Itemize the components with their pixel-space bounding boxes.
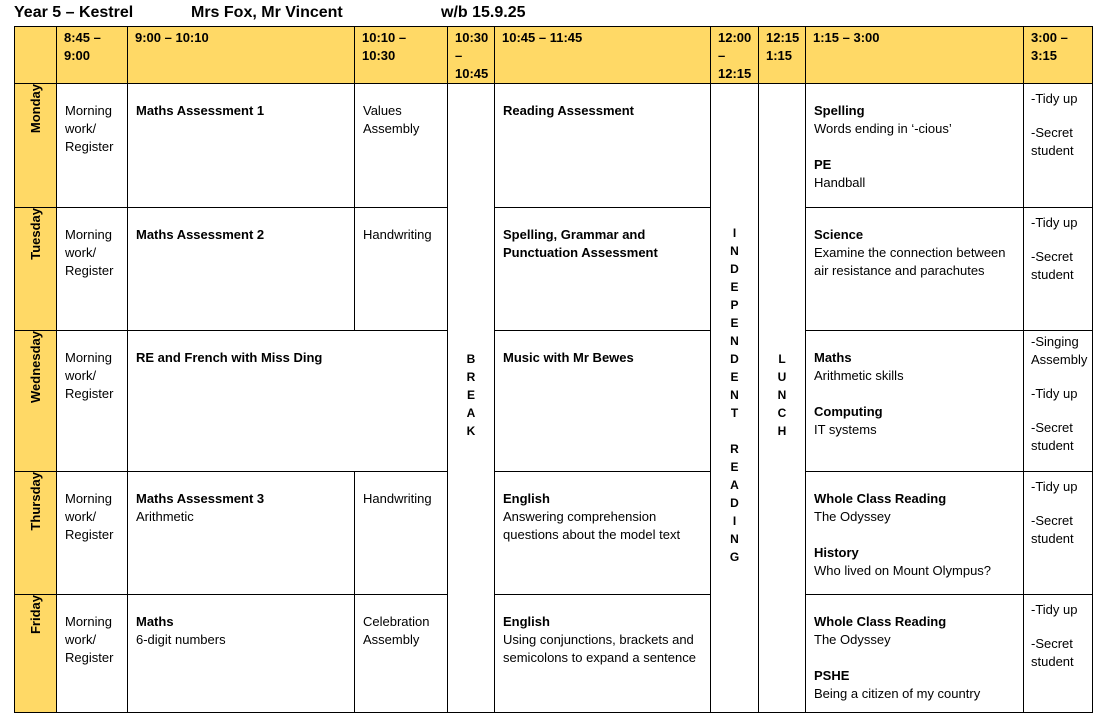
afternoon-cell: Spelling Words ending in ‘-cious’ PE Handball (806, 84, 1024, 208)
time-1: 9:00 – 10:10 (128, 27, 355, 84)
time-6: 12:15 1:15 (759, 27, 806, 84)
time-2: 10:10 – 10:30 (355, 27, 448, 84)
time-7: 1:15 – 3:00 (806, 27, 1024, 84)
lesson-cell: English Answering comprehension questions about the model text (495, 472, 711, 595)
end-of-day-cell: -Tidy up -Secret student (1024, 472, 1093, 595)
week-label: w/b 15.9.25 (441, 4, 526, 21)
lesson-cell: English Using conjunctions, brackets and semicolons to expand a sentence (495, 595, 711, 713)
day-label: Thursday (15, 472, 57, 595)
day-row-thursday (15, 472, 1093, 595)
end-of-day-cell: -Tidy up -Secret student (1024, 84, 1093, 208)
lesson-cell: Music with Mr Bewes (495, 331, 711, 472)
break-column (448, 84, 495, 713)
morning-cell: Morning work/ Register (57, 595, 128, 713)
teachers: Mrs Fox, Mr Vincent (191, 4, 343, 21)
day-row-tuesday (15, 208, 1093, 331)
lunch-column (759, 84, 806, 713)
time-8: 3:00 – 3:15 (1024, 27, 1093, 84)
lesson-cell: Maths 6-digit numbers (128, 595, 355, 713)
end-of-day-cell: -Tidy up -Secret student (1024, 595, 1093, 713)
break-label: B R E A K (466, 352, 476, 438)
morning-cell: Morning work/ Register (57, 208, 128, 331)
lesson-cell: Maths Assessment 2 (128, 208, 355, 331)
time-4: 10:45 – 11:45 (495, 27, 711, 84)
morning-cell: Morning work/ Register (57, 84, 128, 208)
afternoon-cell: Science Examine the connection between air resistance and parachutes (806, 208, 1024, 331)
lesson-cell: Maths Assessment 1 (128, 84, 355, 208)
time-0: 8:45 – 9:00 (57, 27, 128, 84)
lesson-cell: Spelling, Grammar and Punctuation Assessment (495, 208, 711, 331)
afternoon-cell: Whole Class Reading The Odyssey History Who lived on Mount Olympus? (806, 472, 1024, 595)
time-5: 12:00 – 12:15 (711, 27, 759, 84)
corner-cell (15, 27, 57, 84)
end-of-day-cell: -Singing Assembly -Tidy up -Secret student (1024, 331, 1093, 472)
timetable (14, 26, 1093, 713)
handwriting-cell: Handwriting (355, 472, 448, 595)
lesson-cell: RE and French with Miss Ding (128, 331, 448, 472)
lesson-cell: Maths Assessment 3 Arithmetic (128, 472, 355, 595)
independent-reading-column (711, 84, 759, 713)
handwriting-cell: Handwriting (355, 208, 448, 331)
afternoon-cell: Whole Class Reading The Odyssey PSHE Being a citizen of my country (806, 595, 1024, 713)
time-header-row (15, 27, 1093, 84)
afternoon-cell: Maths Arithmetic skills Computing IT systems (806, 331, 1024, 472)
day-row-friday (15, 595, 1093, 713)
day-row-wednesday (15, 331, 1093, 472)
end-of-day-cell: -Tidy up -Secret student (1024, 208, 1093, 331)
class-name: Year 5 – Kestrel (14, 4, 134, 21)
assembly-cell: Values Assembly (355, 84, 448, 208)
assembly-cell: Celebration Assembly (355, 595, 448, 713)
independent-reading-label: I N D E P E N D E N T R E A D I N G (729, 226, 740, 564)
day-label: Wednesday (15, 331, 57, 472)
day-label: Friday (15, 595, 57, 713)
lunch-label: L U N C H (777, 352, 787, 438)
time-3: 10:30 – 10:45 (448, 27, 495, 84)
morning-cell: Morning work/ Register (57, 472, 128, 595)
morning-cell: Morning work/ Register (57, 331, 128, 472)
day-label: Tuesday (15, 208, 57, 331)
day-label: Monday (15, 84, 57, 208)
lesson-cell: Reading Assessment (495, 84, 711, 208)
day-row-monday (15, 84, 1093, 208)
